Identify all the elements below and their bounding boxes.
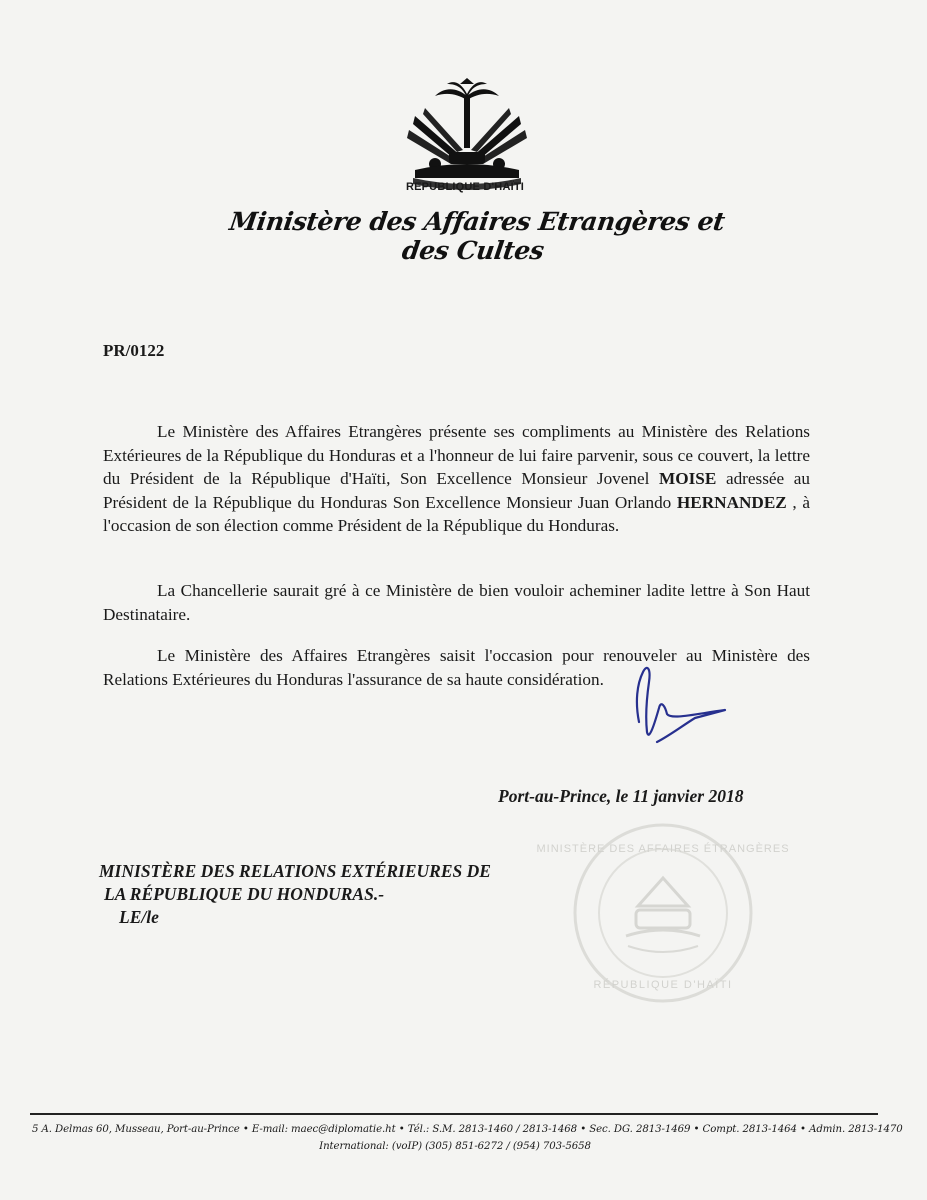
addressee-line-2: LA RÉPUBLIQUE DU HONDURAS.- bbox=[104, 884, 385, 904]
coat-of-arms-icon bbox=[405, 78, 529, 188]
paragraph-1-text-b: adressée au Président de la République du Honduras Son Excellence Monsieur Juan Orlando bbox=[103, 469, 811, 512]
svg-text:MINISTÈRE DES AFFAIRES ÉTRANGÈ: MINISTÈRE DES AFFAIRES ÉTRANGÈRES bbox=[536, 843, 790, 855]
paragraph-1-text-a: Le Ministère des Affaires Etrangères présente ses compliments au Ministère des Relations Extérieures de la République du Honduras et a l'honneur de lui faire parvenir, sous ce couvert, la lettre du Président de la République d'Haïti, Son Excellence Monsieur Jovenel bbox=[103, 422, 810, 488]
signature-icon bbox=[625, 662, 735, 747]
svg-text:RÉPUBLIQUE D'HAÏTI: RÉPUBLIQUE D'HAÏTI bbox=[593, 979, 733, 991]
name-hernandez: HERNANDEZ bbox=[676, 492, 787, 512]
footer-divider bbox=[30, 1113, 878, 1115]
embossed-seal-icon bbox=[536, 818, 790, 1008]
reference-number: PR/0122 bbox=[103, 341, 165, 360]
place-and-date: Port-au-Prince, le 11 janvier 2018 bbox=[498, 786, 744, 806]
name-moise: MOISE bbox=[659, 469, 717, 488]
footer-international-line: International: (voIP) (305) 851-6272 / (954) 703-5658 bbox=[319, 1141, 591, 1152]
addressee-block bbox=[99, 860, 491, 929]
country-name: REPUBLIQUE D'HAÏTI bbox=[405, 181, 525, 193]
paragraph-2-text: La Chancellerie saurait gré à ce Ministère de bien vouloir acheminer ladite lettre à Son Haut Destinataire. bbox=[103, 581, 810, 624]
paragraph-3-text: Le Ministère des Affaires Etrangères saisit l'occasion pour renouveler au Ministère des Relations Extérieures du Honduras l'assurance de sa haute considération. bbox=[103, 646, 810, 689]
addressee-initials: LE/le bbox=[119, 907, 159, 927]
ministry-title: Ministère des Affaires Etrangères et des Cultes bbox=[227, 207, 727, 265]
footer-contact-line: 5 A. Delmas 60, Musseau, Port-au-Prince • E-mail: maec@diplomatie.ht • Tél.: S.M. 2813-1460 / 2813-1468 • Sec. DG. 2813-1469 • Compt. 2813-1464 • Admin. 2813-1470 bbox=[32, 1124, 903, 1135]
addressee-line-1: MINISTÈRE DES RELATIONS EXTÉRIEURES DE bbox=[99, 861, 491, 881]
paragraph-1 bbox=[103, 420, 810, 538]
paragraph-1-text-c: , à l'occasion de son élection comme Président de la République du Honduras. bbox=[103, 492, 810, 535]
paragraph-2 bbox=[103, 579, 810, 626]
